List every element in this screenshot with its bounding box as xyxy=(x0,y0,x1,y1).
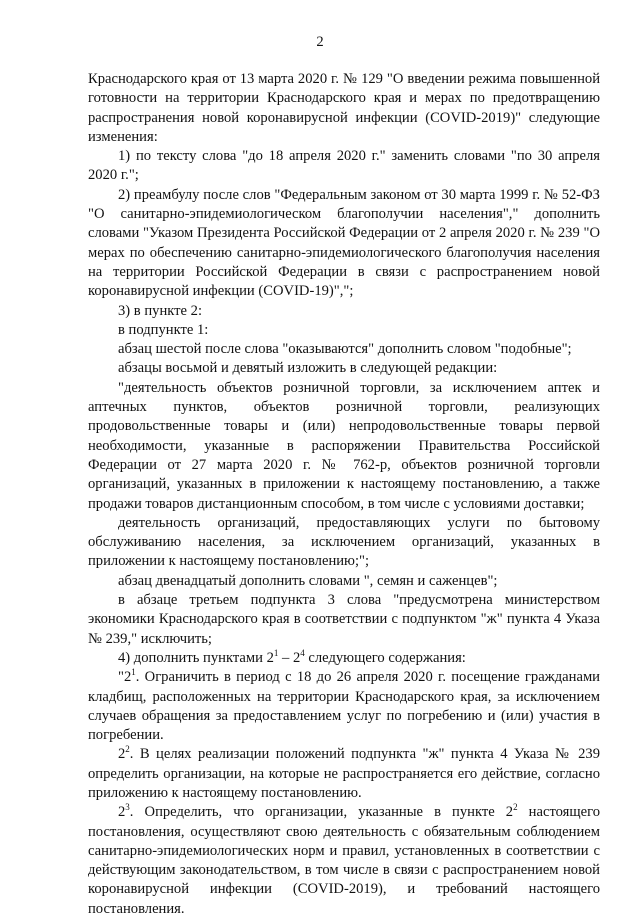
point-2-3-number: 2 xyxy=(118,804,126,821)
consumer-services-paragraph: деятельность организаций, предоставляющих услуги по бытовому обслуживанию населения, за исключением организаций, указанных в приложении к настоящему постановлению;"; xyxy=(88,514,600,570)
item-4-text-a: 4) дополнить пунктами 2 xyxy=(118,649,274,666)
point-2-1-text: . Ограничить в период с 18 до 26 апреля 2020 г. посещение гражданами кладбищ, расположенных на территории Краснодарского края, за исключением случаев обращения за предоставлением услуг по погребению и (или) участия в погребении. xyxy=(88,669,600,744)
retail-activity-paragraph: "деятельность объектов розничной торговли, за исключением аптек и аптечных пунктов, объектов розничной торговли, реализующих продовольственные товары и (или) непродовольственные товары первой необходимости, указанные в распоряжении Правительства Российской Федерации от 27 марта 2020 г. № 762-р, объектов розничной торговли организаций, указанных в приложении к настоящему постановлению, а также продажи товаров дистанционным способом, в том числе с условиями доставки; xyxy=(88,379,600,512)
item-4-paragraph xyxy=(88,649,600,668)
subitem-1-heading: в подпункте 1: xyxy=(118,321,209,338)
point-2-3-ref-sup: 2 xyxy=(513,802,518,813)
point-2-3-sup: 3 xyxy=(125,802,130,813)
point-2-1-sup: 1 xyxy=(131,667,136,678)
point-2-2-sup: 2 xyxy=(125,744,130,755)
point-2-3-text-a: . Определить, что организации, указанные в пункте 2 xyxy=(129,804,514,821)
paragraph-six-amendment: абзац шестой после слова "оказываются" дополнить словом "подобные"; xyxy=(118,341,572,358)
paragraphs-eight-nine-intro: абзацы восьмой и девятый изложить в следующей редакции: xyxy=(118,360,498,377)
point-2-3-text-b: настоящего постановления, осуществляют свою деятельность с обязательным соблюдением санитарно-эпидемиологических норм и правил, установленных в соответствии с действующим законодательством, в том числе в связи с распространением новой коронавирусной инфекции (COVID-2019), и требований настоящего постановления. xyxy=(88,804,600,917)
point-2-1-number: "2 xyxy=(118,669,132,686)
item-4-text-b: – 2 xyxy=(278,649,301,666)
paragraph-twelve-amendment: абзац двенадцатый дополнить словами ", семян и саженцев"; xyxy=(118,572,498,589)
point-2-2-paragraph xyxy=(88,745,600,803)
item-4-sup-a: 1 xyxy=(273,648,279,659)
page-number: 2 xyxy=(316,34,324,50)
item-2-paragraph: 2) преамбулу после слов "Федеральным законом от 30 марта 1999 г. № 52-ФЗ "О санитарно-эпидемиологическом благополучии населения"," дополнить словами "Указом Президента Российской Федерации от 2 апреля 2020 г. № 239 "О мерах по обеспечению санитарно-эпидемиологического благополучия населения на территории Российской Федерации в связи с распространением новой коронавирусной инфекции (COVID-19)","; xyxy=(88,186,600,300)
item-3-heading: 3) в пункте 2: xyxy=(118,302,203,319)
point-2-3-paragraph xyxy=(88,803,600,919)
item-1-paragraph: 1) по тексту слова "до 18 апреля 2020 г." заменить словами "по 30 апреля 2020 г."; xyxy=(88,148,600,184)
intro-paragraph: Краснодарского края от 13 марта 2020 г. № 129 "О введении режима повышенной готовности на территории Краснодарского края и мерах по предотвращению распространения новой коронавирусной инфекции (COVID-2019)" следующие изменения: xyxy=(88,71,600,145)
point-2-2-number: 2 xyxy=(118,746,126,763)
point-2-1-paragraph xyxy=(88,668,600,745)
document-body xyxy=(88,70,600,919)
item-4-text-c: следующего содержания: xyxy=(304,649,466,666)
subitem-3-amendment: в абзаце третьем подпункта 3 слова "предусмотрена министерством экономики Краснодарского края в соответствии с подпунктом "ж" пункта 4 Указа № 239," исключить; xyxy=(88,592,600,647)
point-2-2-text: . В целях реализации положений подпункта "ж" пункта 4 Указа № 239 определить организации, на которые не распространяется его действие, согласно приложению к настоящему постановлению. xyxy=(88,746,600,801)
item-4-sup-b: 4 xyxy=(300,648,305,659)
